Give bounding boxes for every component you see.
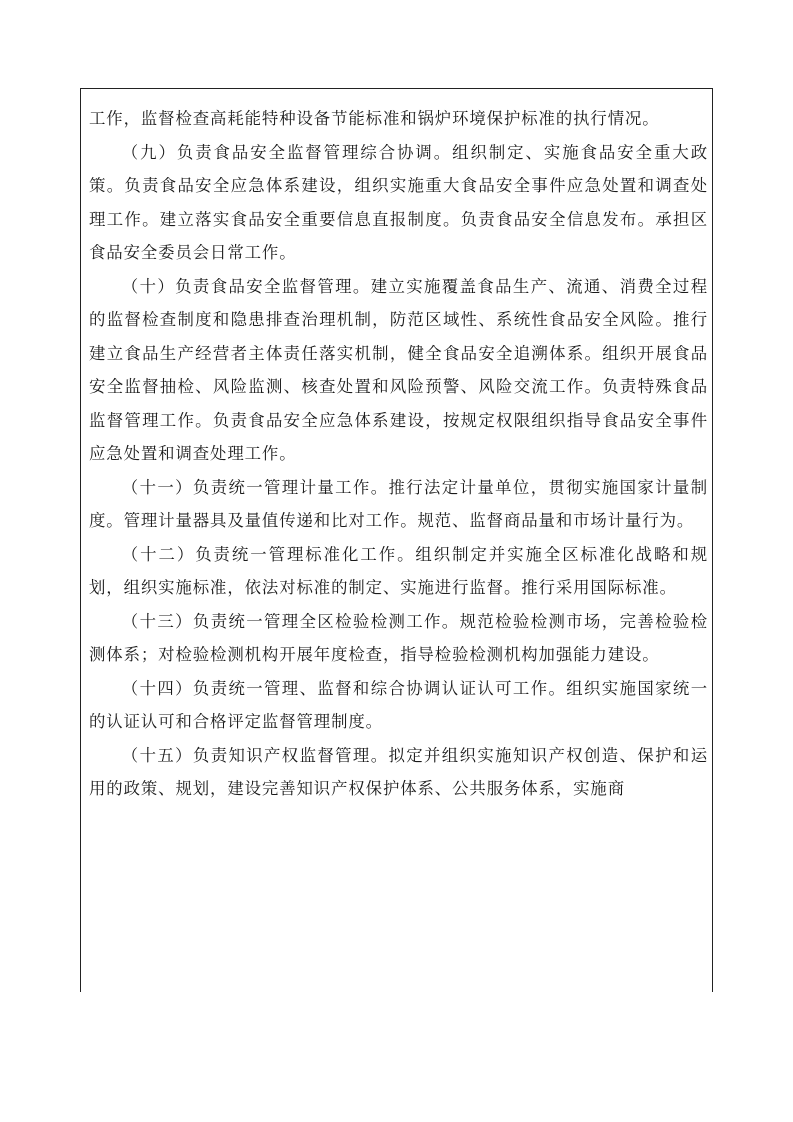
- paragraph-item-9: （九）负责食品安全监督管理综合协调。组织制定、实施食品安全重大政策。负责食品安全应急体系建设，组织实施重大食品安全事件应急处置和调查处理工作。建立落实食品安全重要信息直报制度。负责食品安全信息发布。承担区食品安全委员会日常工作。: [89, 142, 708, 262]
- document-body: [89, 102, 708, 806]
- paragraph-continued: 工作，监督检查高耗能特种设备节能标准和锅炉环境保护标准的执行情况。: [89, 109, 660, 128]
- paragraph-item-14: （十四）负责统一管理、监督和综合协调认证认可工作。组织实施国家统一的认证认可和合格评定监督管理制度。: [89, 678, 708, 731]
- paragraph-item-10: （十）负责食品安全监督管理。建立实施覆盖食品生产、流通、消费全过程的监督检查制度和隐患排查治理机制，防范区域性、系统性食品安全风险。推行建立食品生产经营者主体责任落实机制，健全食品安全追溯体系。组织开展食品安全监督抽检、风险监测、核查处置和风险预警、风险交流工作。负责特殊食品监督管理工作。负责食品安全应急体系建设，按规定权限组织指导食品安全事件应急处置和调查处理工作。: [89, 276, 708, 463]
- paragraph-item-15: （十五）负责知识产权监督管理。拟定并组织实施知识产权创造、保护和运用的政策、规划，建设完善知识产权保护体系、公共服务体系，实施商: [89, 745, 708, 798]
- paragraph-item-11: （十一）负责统一管理计量工作。推行法定计量单位，贯彻实施国家计量制度。管理计量器具及量值传递和比对工作。规范、监督商品量和市场计量行为。: [89, 477, 708, 530]
- document-table-cell: [80, 88, 713, 992]
- paragraph-item-13: （十三）负责统一管理全区检验检测工作。规范检验检测市场，完善检验检测体系；对检验检测机构开展年度检查，指导检验检测机构加强能力建设。: [89, 611, 708, 664]
- paragraph-item-12: （十二）负责统一管理标准化工作。组织制定并实施全区标准化战略和规划，组织实施标准，依法对标准的制定、实施进行监督。推行采用国际标准。: [89, 544, 708, 597]
